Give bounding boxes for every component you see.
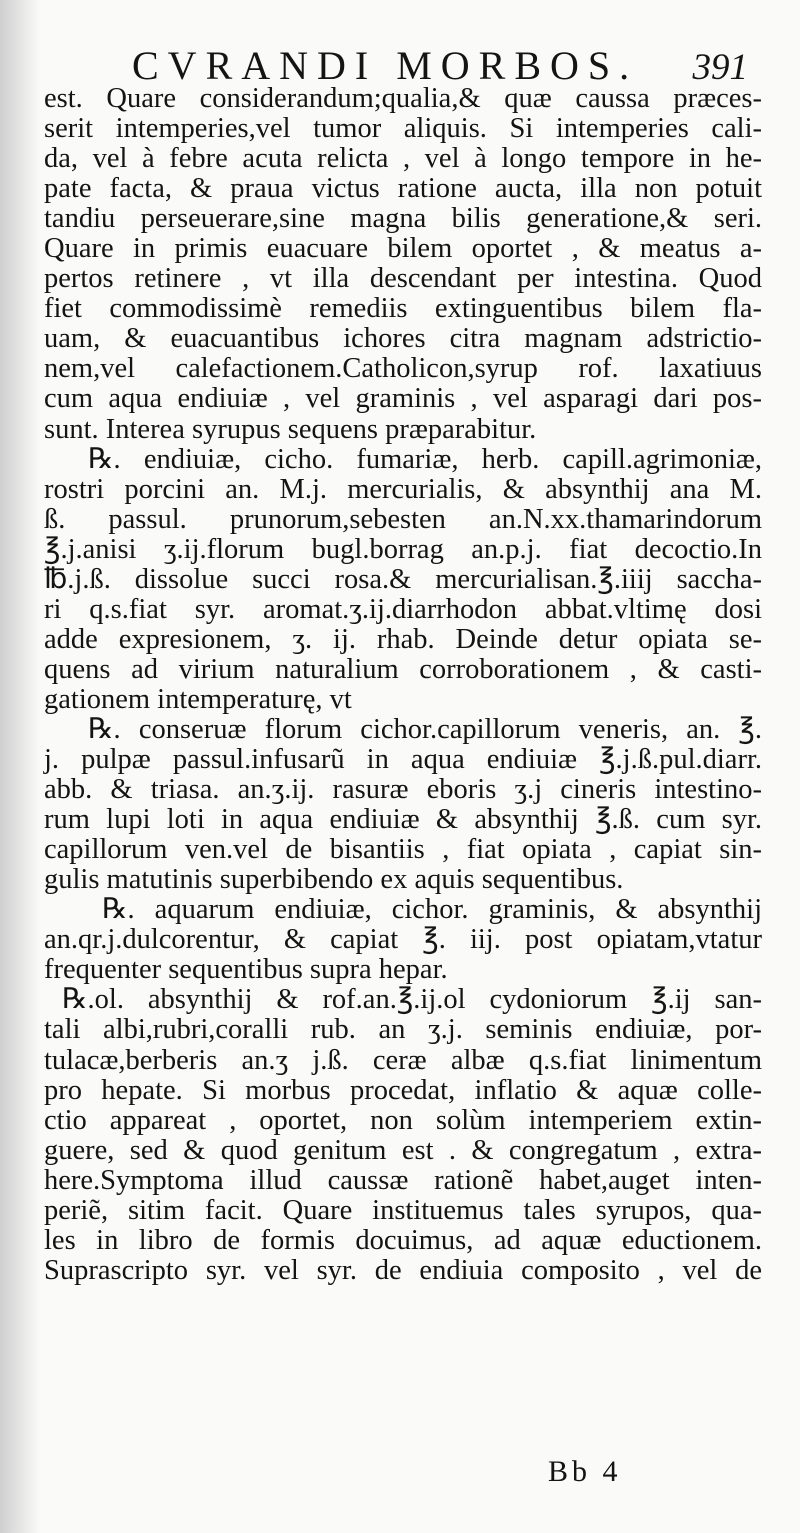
recipe-line: ℞.ol. absynthij & rof.an.℥.ij.ol cydoniorum ℥.ij san- [62,984,762,1016]
text-line: abb. & triasa. an.ʒ.ij. rasuræ eboris ʒ.j cineris intestino- [44,774,762,806]
text-line: frequenter sequentibus supra hepar. [44,954,448,986]
text-line: adde expresionem, ʒ. ij. rhab. Deinde detur opiata se- [44,623,762,655]
text-line: rum lupi loti in aqua endiuiæ & absynthij ℥.ß. cum syr. [44,804,762,836]
text-line: Suprascripto syr. vel syr. de endiuia composito , vel de [44,1254,762,1286]
text-line: here.Symptoma illud caussæ rationẽ habet,auget inten- [44,1164,762,1196]
text-line: ℔.j.ß. dissolue succi rosa.& mercurialisan.℥.iiij saccha- [44,563,762,595]
text-line: an.qr.j.dulcorentur, & capiat ℥. iij. post opiatam,vtatur [44,924,762,956]
text-line: nem,vel calefactionem.Catholicon,syrup rof. laxatiuus [44,353,762,385]
text-line: ctio appareat , oportet, non solùm intemperiem extin- [44,1104,762,1136]
text-line: tulacæ,berberis an.ʒ j.ß. ceræ albæ q.s.fiat linimentum [44,1044,762,1076]
text-line: ß. passul. prunorum,sebesten an.N.xx.thamarindorum [44,503,762,535]
recipe-line: ℞. endiuiæ, cicho. fumariæ, herb. capill.agrimoniæ, [88,443,762,475]
text-line: j. pulpæ passul.infusarũ in aqua endiuiæ ℥.j.ß.pul.diarr. [44,744,762,776]
text-line: pate facta, & praua victus ratione aucta, illa non potuit [44,173,762,205]
text-line: guere, sed & quod genitum est . & congregatum , extra- [44,1134,762,1166]
text-line: pro hepate. Si morbus procedat, inflatio & aquæ colle- [44,1074,762,1106]
text-line: sunt. Interea syrupus sequens præparabitur. [44,413,537,445]
text-line: les in libro de formis docuimus, ad aquæ eductionem. [44,1224,762,1256]
text-line: pertos retinere , vt illa descendant per intestina. Quod [44,263,762,295]
text-line: gationem intemperaturę, vt [44,683,352,715]
text-line: tandiu perseuerare,sine magna bilis generatione,& seri. [44,203,762,235]
page-footer [0,1452,800,1492]
text-line: da, vel à febre acuta relicta , vel à longo tempore in he- [44,143,762,175]
text-line: serit intemperies,vel tumor aliquis. Si intemperies cali- [44,113,762,145]
page-number: 391 [692,47,748,88]
text-line: Quare in primis euacuare bilem oportet , & meatus a- [44,233,762,265]
text-line: capillorum ven.vel de bisantiis , fiat opiata , capiat sin- [44,834,762,866]
signature-mark: Bb 4 [548,1455,622,1488]
recipe-line: ℞. aquarum endiuiæ, cichor. graminis, & absynthij [102,894,762,926]
text-line: ri q.s.fiat syr. aromat.ʒ.ij.diarrhodon abbat.vltimę dosi [44,593,762,625]
recipe-line: ℞. conseruæ florum cichor.capillorum veneris, an. ℥. [88,713,762,745]
body-text [44,84,762,1286]
text-line: rostri porcini an. M.j. mercurialis, & absynthij ana M. [44,473,762,505]
text-line: est. Quare considerandum;qualia,& quæ caussa præces- [44,83,762,114]
text-line: uam, & euacuantibus ichores citra magnam adstrictio- [44,323,762,355]
text-line: quens ad virium naturalium corroborationem , & casti- [44,653,762,685]
text-line: periẽ, sitim facit. Quare instituemus tales syrupos, qua- [44,1194,762,1226]
text-line: ℥.j.anisi ʒ.ij.florum bugl.borrag an.p.j. fiat decoctio.In [44,533,762,565]
text-line: gulis matutinis superbibendo ex aquis sequentibus. [44,864,624,896]
text-line: tali albi,rubri,coralli rub. an ʒ.j. seminis endiuiæ, por- [44,1014,762,1046]
running-title: CVRANDI MORBOS. [132,43,639,88]
text-line: fiet commodissimè remediis extinguentibus bilem fla- [44,293,762,325]
text-line: cum aqua endiuiæ , vel graminis , vel asparagi dari pos- [44,383,762,415]
